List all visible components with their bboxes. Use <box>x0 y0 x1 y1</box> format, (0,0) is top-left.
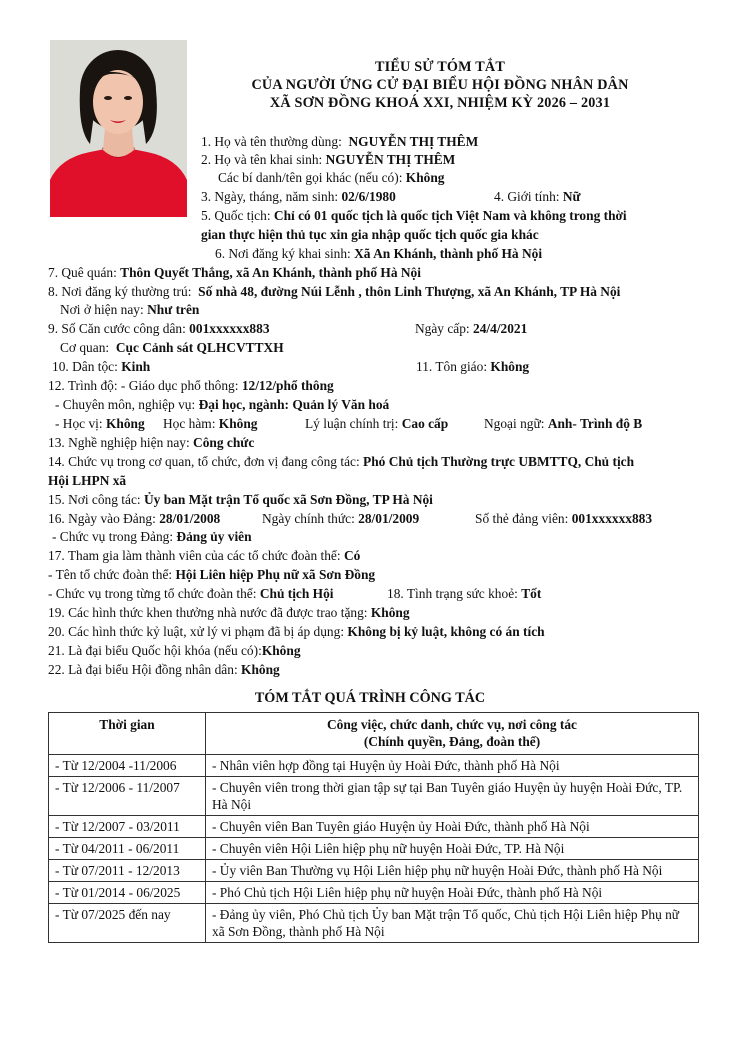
field-12f-label: Ngoại ngữ: <box>484 416 545 431</box>
field-17b-label: - Tên tổ chức đoàn thể: <box>48 567 173 582</box>
doc-title-line1: TIỂU SỬ TÓM TẮT <box>374 59 506 75</box>
field-15 <box>48 491 433 508</box>
field-12c-label: - Học vị: <box>55 416 103 431</box>
field-6-label: 6. Nơi đăng ký khai sinh: <box>215 246 351 261</box>
field-12f <box>484 415 642 432</box>
field-11 <box>416 358 529 375</box>
field-18 <box>387 585 541 602</box>
field-4-label: 4. Giới tính: <box>494 189 560 204</box>
field-21-label: 21. Là đại biểu Quốc hội khóa (nếu có): <box>48 643 262 658</box>
row-desc: - Đảng ủy viên, Phó Chủ tịch Ủy ban Mặt trận Tổ quốc, Chủ tịch Hội Liên hiệp Phụ nữ xã Sơn Đồng, thành phố Hà Nội <box>206 904 699 943</box>
field-1 <box>201 133 478 150</box>
row-desc: - Ủy viên Ban Thường vụ Hội Liên hiệp phụ nữ huyện Hoài Đức, thành phố Hà Nội <box>206 860 699 882</box>
field-12b <box>55 396 389 413</box>
field-7-label: 7. Quê quán: <box>48 265 117 280</box>
field-9 <box>48 320 270 337</box>
field-17c-value: Chủ tịch Hội <box>259 586 334 601</box>
work-history-table <box>48 712 699 943</box>
field-17-label: 17. Tham gia làm thành viên của các tổ chức đoàn thể: <box>48 548 341 563</box>
field-2 <box>201 151 455 168</box>
field-2-value: NGUYỄN THỊ THÊM <box>325 152 456 167</box>
field-12e-label: Lý luận chính trị: <box>305 416 399 431</box>
field-17b-value: Hội Liên hiệp Phụ nữ xã Sơn Đồng <box>175 567 376 582</box>
col-desc-header <box>206 713 699 755</box>
field-6 <box>215 245 542 262</box>
field-7-value: Thôn Quyết Thắng, xã An Khánh, thành phố Hà Nội <box>120 265 421 280</box>
field-8b-label: Nơi ở hiện nay: <box>60 302 144 317</box>
row-desc: - Nhân viên hợp đồng tại Huyện ủy Hoài Đức, thành phố Hà Nội <box>206 755 699 777</box>
table-row <box>49 882 699 904</box>
field-17b <box>48 566 375 583</box>
portrait-image <box>50 40 187 217</box>
row-period: - Từ 12/2007 - 03/2011 <box>49 816 206 838</box>
field-20 <box>48 623 545 640</box>
table-row <box>49 838 699 860</box>
field-2b-value: Không <box>405 170 445 185</box>
field-1-value: NGUYỄN THỊ THÊM <box>348 134 479 149</box>
field-15-label: 15. Nơi công tác: <box>48 492 141 507</box>
field-20-label: 20. Các hình thức kỷ luật, xử lý vi phạm đã bị áp dụng: <box>48 624 345 639</box>
doc-title-line3: XÃ SƠN ĐỒNG KHOÁ XXI, NHIỆM KỲ 2026 – 2031 <box>269 95 611 111</box>
field-16-value: 28/01/2008 <box>159 511 221 526</box>
field-10 <box>52 358 150 375</box>
row-desc: - Chuyên viên trong thời gian tập sự tại Ban Tuyên giáo Huyện ủy huyện Hoài Đức, TP. Hà Nội <box>206 777 699 816</box>
field-22-value: Không <box>241 662 280 677</box>
col-desc-label-line1: Công việc, chức danh, chức vụ, nơi công tác <box>326 717 577 732</box>
col-period-header <box>49 713 206 755</box>
work-section-title: TÓM TẮT QUÁ TRÌNH CÔNG TÁC <box>254 690 486 706</box>
field-16d <box>52 528 252 545</box>
field-9b-label: Cơ quan: <box>60 340 110 355</box>
field-12-label: 12. Trình độ: - Giáo dục phổ thông: <box>48 378 239 393</box>
field-11-label: 11. Tôn giáo: <box>416 359 488 374</box>
field-12f-value: Anh- Trình độ B <box>547 416 643 431</box>
col-period-label: Thời gian <box>99 717 155 732</box>
field-16b-label: Ngày chính thức: <box>262 511 355 526</box>
field-21-value: Không <box>261 643 301 658</box>
field-9b <box>60 339 284 356</box>
field-11-value: Không <box>490 359 530 374</box>
field-4 <box>494 188 581 205</box>
field-17c <box>48 585 334 602</box>
field-17-value: Có <box>343 548 361 563</box>
row-period: - Từ 04/2011 - 06/2011 <box>49 838 206 860</box>
table-row <box>49 904 699 943</box>
field-7 <box>48 264 421 281</box>
field-16c <box>475 510 652 527</box>
field-8-value: Số nhà 48, đường Núi Lễnh , thôn Linh Thượng, xã An Khánh, TP Hà Nội <box>198 284 621 299</box>
field-9-date-value: 24/4/2021 <box>473 321 528 336</box>
field-3 <box>201 188 396 205</box>
field-13-label: 13. Nghề nghiệp hiện nay: <box>48 435 190 450</box>
row-desc: - Chuyên viên Hội Liên hiệp phụ nữ huyện Hoài Đức, TP. Hà Nội <box>206 838 699 860</box>
field-8b-value: Như trên <box>147 302 200 317</box>
col-desc-label-line2: (Chính quyền, Đảng, đoàn thể) <box>363 734 541 749</box>
field-22 <box>48 661 280 678</box>
field-16 <box>48 510 220 527</box>
row-period: - Từ 07/2025 đến nay <box>49 904 206 943</box>
field-8b <box>60 301 199 318</box>
field-19-label: 19. Các hình thức khen thưởng nhà nước đã được trao tặng: <box>48 605 368 620</box>
field-12b-label: - Chuyên môn, nghiệp vụ: <box>55 397 196 412</box>
field-19 <box>48 604 410 621</box>
row-period: - Từ 12/2004 -11/2006 <box>49 755 206 777</box>
field-9b-value: Cục Cảnh sát QLHCVTTXH <box>115 340 284 355</box>
field-13-value: Công chức <box>193 435 255 450</box>
field-16c-label: Số thẻ đảng viên: <box>475 511 569 526</box>
field-12c-value: Không <box>105 416 145 431</box>
field-16c-value: 001xxxxxx883 <box>571 511 653 526</box>
field-9-date <box>415 320 527 337</box>
field-5 <box>201 207 627 224</box>
field-14-value-line2: Hội LHPN xã <box>48 473 127 488</box>
field-3-label: 3. Ngày, tháng, năm sinh: <box>201 189 339 204</box>
field-14-cont <box>48 472 126 489</box>
field-12d-value: Không <box>218 416 258 431</box>
table-row <box>49 777 699 816</box>
field-16b <box>262 510 419 527</box>
row-period: - Từ 01/2014 - 06/2025 <box>49 882 206 904</box>
field-16-label: 16. Ngày vào Đảng: <box>48 511 156 526</box>
field-19-value: Không <box>370 605 410 620</box>
field-1-label: 1. Họ và tên thường dùng: <box>201 134 342 149</box>
table-row <box>49 816 699 838</box>
field-10-value: Kinh <box>121 359 151 374</box>
field-2-label: 2. Họ và tên khai sinh: <box>201 152 323 167</box>
field-9-value: 001xxxxxx883 <box>189 321 270 336</box>
field-12d-label: Học hàm: <box>163 416 216 431</box>
field-17c-label: - Chức vụ trong từng tổ chức đoàn thể: <box>48 586 257 601</box>
field-15-value: Ủy ban Mặt trận Tổ quốc xã Sơn Đồng, TP Hà Nội <box>143 492 433 507</box>
field-14-value-line1: Phó Chủ tịch Thường trực UBMTTQ, Chủ tịch <box>363 454 635 469</box>
field-17 <box>48 547 360 564</box>
table-row <box>49 755 699 777</box>
field-2b <box>218 169 445 186</box>
table-row <box>49 860 699 882</box>
field-13 <box>48 434 254 451</box>
doc-title-line2: CỦA NGƯỜI ỨNG CỬ ĐẠI BIỂU HỘI ĐỒNG NHÂN DÂN <box>251 77 629 93</box>
field-14-label: 14. Chức vụ trong cơ quan, tổ chức, đơn vị đang công tác: <box>48 454 360 469</box>
field-8 <box>48 283 620 300</box>
field-9-label: 9. Số Căn cước công dân: <box>48 321 186 336</box>
field-12c <box>55 415 145 432</box>
field-12e-value: Cao cấp <box>401 416 449 431</box>
field-16b-value: 28/01/2009 <box>358 511 420 526</box>
candidate-photo <box>50 40 187 217</box>
field-12e <box>305 415 448 432</box>
field-21 <box>48 642 301 659</box>
row-desc: - Chuyên viên Ban Tuyên giáo Huyện ủy Hoài Đức, thành phố Hà Nội <box>206 816 699 838</box>
field-18-label: 18. Tình trạng sức khoẻ: <box>387 586 518 601</box>
field-5-cont <box>201 226 539 243</box>
field-5-value-line2: gian thực hiện thủ tục xin gia nhập quốc tịch quốc gia khác <box>201 227 539 242</box>
field-9-date-label: Ngày cấp: <box>415 321 470 336</box>
table-header-row <box>49 713 699 755</box>
field-12-value: 12/12/phổ thông <box>241 378 334 393</box>
row-period: - Từ 12/2006 - 11/2007 <box>49 777 206 816</box>
field-5-label: 5. Quốc tịch: <box>201 208 271 223</box>
field-8-label: 8. Nơi đăng ký thường trú: <box>48 284 192 299</box>
field-3-value: 02/6/1980 <box>341 189 396 204</box>
row-period: - Từ 07/2011 - 12/2013 <box>49 860 206 882</box>
field-5-value-line1: Chỉ có 01 quốc tịch là quốc tịch Việt Nam và không trong thời <box>273 208 627 223</box>
field-12b-value: Đại học, ngành: Quản lý Văn hoá <box>198 397 390 412</box>
field-4-value: Nữ <box>562 189 581 204</box>
field-2b-label: Các bí danh/tên gọi khác (nếu có): <box>218 170 403 185</box>
field-14 <box>48 453 634 470</box>
field-12d <box>163 415 258 432</box>
field-20-value: Không bị kỷ luật, không có án tích <box>347 624 545 639</box>
field-18-value: Tốt <box>521 586 542 601</box>
field-10-label: 10. Dân tộc: <box>52 359 118 374</box>
field-16d-value: Đảng ủy viên <box>176 529 252 544</box>
row-desc: - Phó Chủ tịch Hội Liên hiệp phụ nữ huyện Hoài Đức, thành phố Hà Nội <box>206 882 699 904</box>
field-6-value: Xã An Khánh, thành phố Hà Nội <box>354 246 543 261</box>
field-16d-label: - Chức vụ trong Đảng: <box>52 529 174 544</box>
field-22-label: 22. Là đại biểu Hội đồng nhân dân: <box>48 662 238 677</box>
field-12 <box>48 377 334 394</box>
